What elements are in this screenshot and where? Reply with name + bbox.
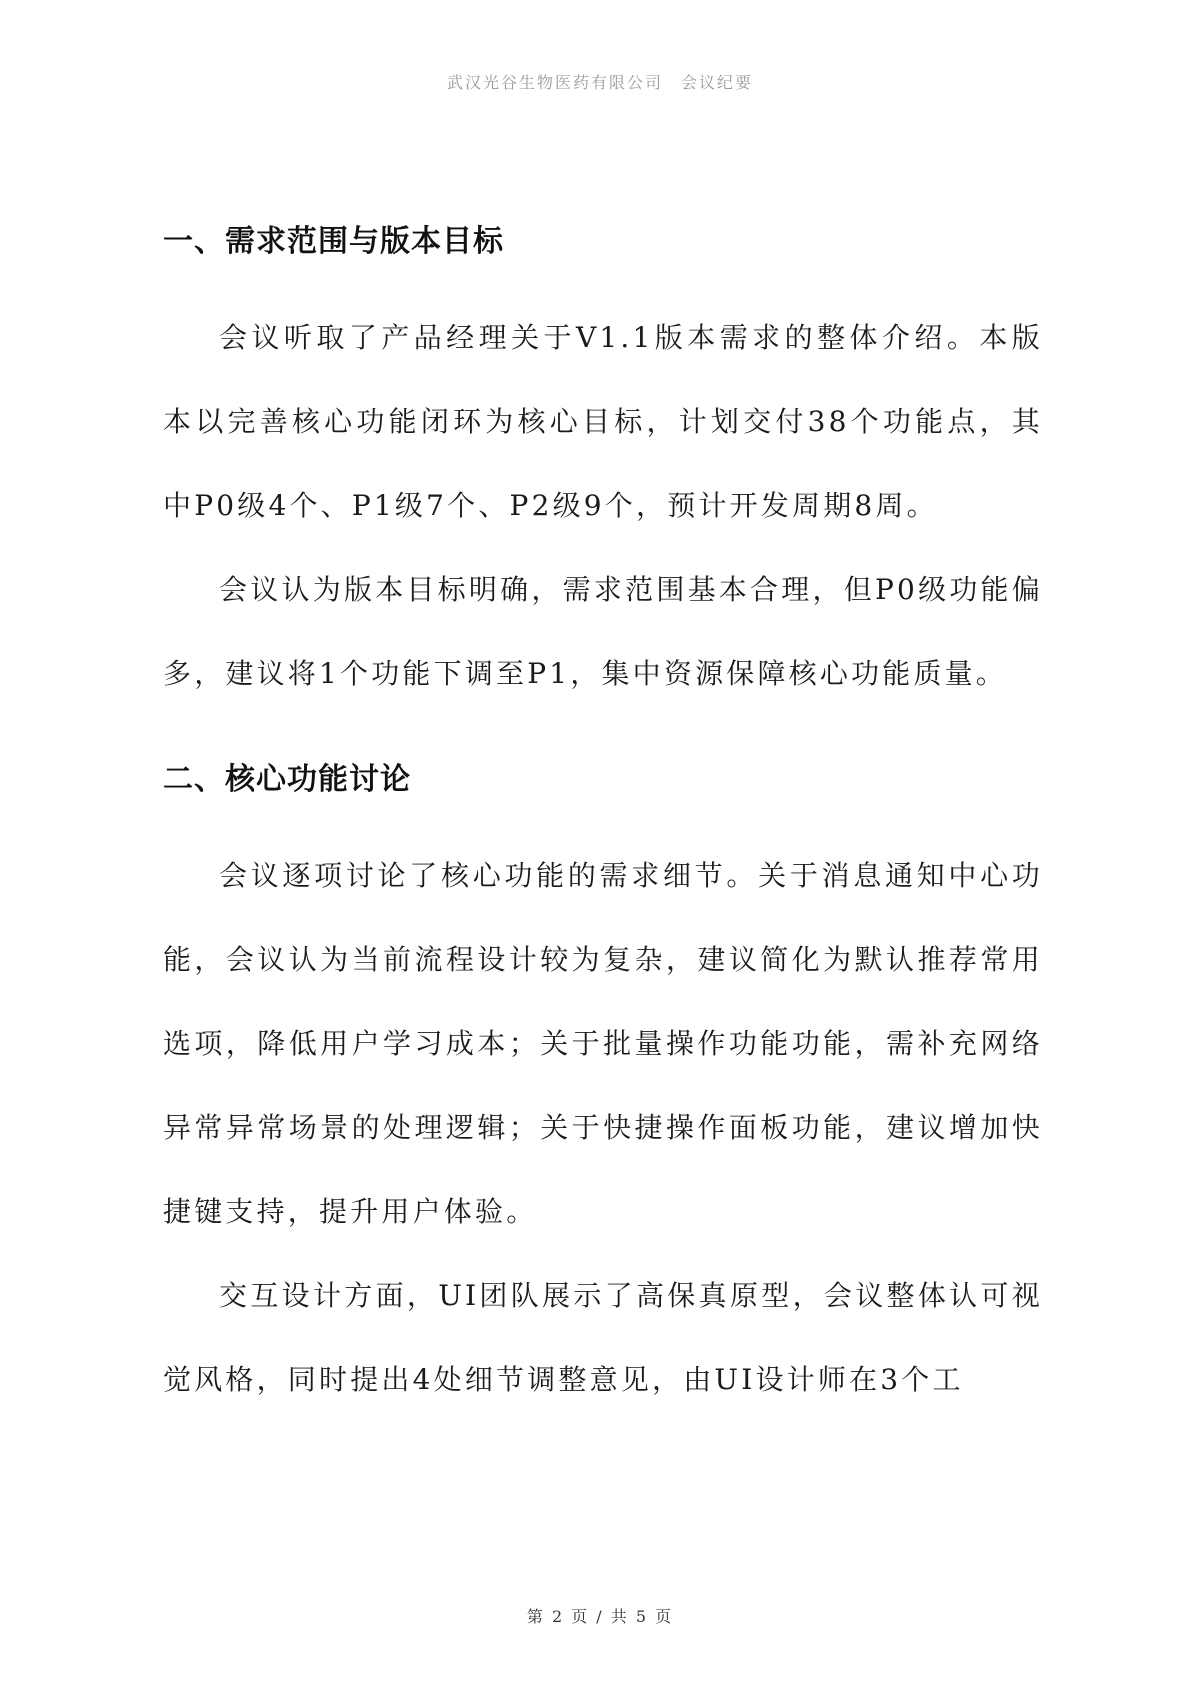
paragraph: 会议认为版本目标明确，需求范围基本合理，但P0级功能偏多，建议将1个功能下调至P1，集中资源保障核心功能质量。 [163,573,1043,690]
document-body [163,200,1043,1422]
section-requirements-scope [163,216,1043,716]
page-number: 第 2 页 / 共 5 页 [526,1607,674,1626]
section-core-features [163,754,1043,1422]
section-title: 一、需求范围与版本目标 [163,224,504,259]
paragraph: 会议听取了产品经理关于V1.1版本需求的整体介绍。本版本以完善核心功能闭环为核心目标，计划交付38个功能点，其中P0级4个、P1级7个、P2级9个，预计开发周期8周。 [163,321,1043,522]
running-header: 武汉光谷生物医药有限公司 会议纪要 [446,73,753,92]
section-title: 二、核心功能讨论 [163,762,411,797]
paragraph: 交互设计方面，UI团队展示了高保真原型，会议整体认可视觉风格，同时提出4处细节调整意见，由UI设计师在3个工 [163,1279,1043,1396]
paragraph: 会议逐项讨论了核心功能的需求细节。关于消息通知中心功能，会议认为当前流程设计较为复杂，建议简化为默认推荐常用选项，降低用户学习成本；关于批量操作功能功能，需补充网络异常异常场景的处理逻辑；关于快捷操作面板功能，建议增加快捷键支持，提升用户体验。 [163,859,1043,1228]
